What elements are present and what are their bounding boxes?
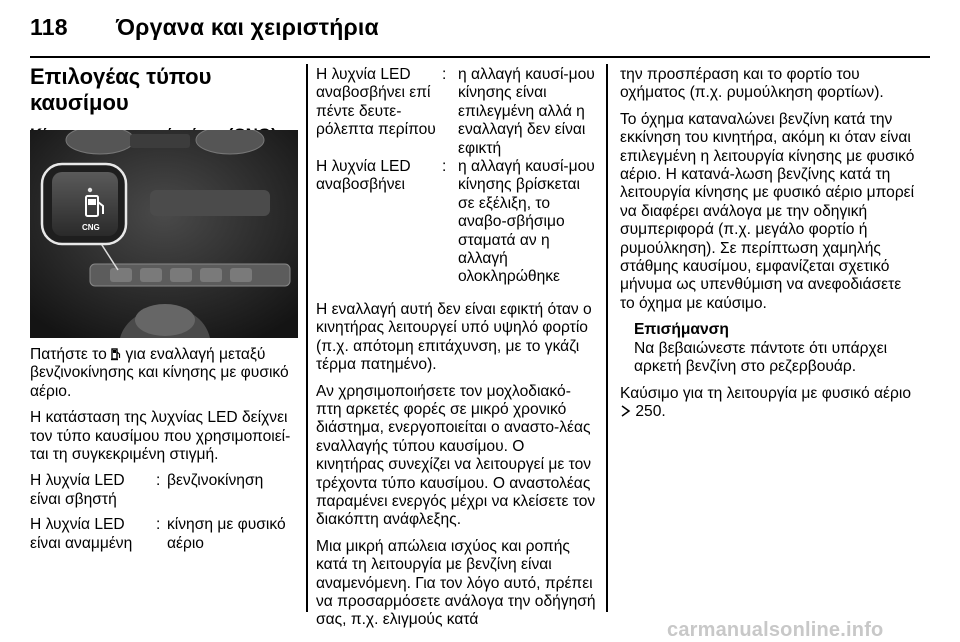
status-sep: : xyxy=(156,516,161,534)
middle-para-2: Αν χρησιμοποιήσετε τον μοχλοδιακό-πτη αρκετές φορές σε μικρό χρονικό διάστημα, ενεργοποιείται ο αναστο-λέας εναλλαγής τύπου καυσίμου. Ο κινητήρας συνεχίζει να λειτουργεί με τον τρέχοντα τύπο καυσίμου. Ο αναστολέας παραμένει ενεργός μέχρι να κλείσετε τον διακόπτη ανάφλεξης. xyxy=(316,382,596,529)
page-number: 118 xyxy=(30,14,68,40)
middle-para-1: Η εναλλαγή αυτή δεν είναι εφικτή όταν ο κινητήρας λειτουργεί υπό υψηλό φορτίο (π.χ. απότομη επιτάχυνση, με το γκάζι τέρμα πατημένο). xyxy=(316,300,592,374)
console-illustration xyxy=(30,130,298,338)
led-status-table-2 xyxy=(316,66,596,287)
page-reference[interactable]: 250. xyxy=(635,402,666,420)
left-para-1 xyxy=(30,346,300,401)
left-para-1-end: για εναλλαγή μεταξύ βενζινοκίνησης και κίνησης με φυσικό αέριο. xyxy=(30,346,289,400)
middle-column xyxy=(316,66,596,638)
section-title: Επιλογέας τύπου καυσίμου xyxy=(30,64,212,115)
watermark: carmanualsonline.info xyxy=(667,619,884,641)
led-status-table-1 xyxy=(30,472,300,553)
status-label: Η λυχνία LED αναβοσβήνει επί πέντε δευτε-ρόλεπτα περίπου xyxy=(316,66,436,139)
status-row xyxy=(316,66,596,158)
status-value: βενζινοκίνηση xyxy=(167,472,264,490)
right-para-1: την προσπέραση και το φορτίο του οχήματος (π.χ. ρυμούλκηση φορτίων). xyxy=(620,66,884,102)
status-row xyxy=(30,472,300,516)
status-sep: : xyxy=(442,66,447,83)
note-text: Να βεβαιώνεστε πάντοτε ότι υπάρχει αρκετή βενζίνη στο ρεζερβουάρ. xyxy=(634,339,888,376)
right-para-3 xyxy=(620,385,920,422)
cng-button-label: CNG xyxy=(82,223,100,232)
right-para-3-start: Καύσιμο για τη λειτουργία με φυσικό αέριο xyxy=(620,384,912,402)
status-label: Η λυχνία LED αναβοσβήνει xyxy=(316,158,411,194)
status-value: κίνηση με φυσικό αέριο xyxy=(167,516,286,552)
note-heading: Επισήμανση xyxy=(634,321,729,339)
status-row xyxy=(316,158,596,287)
status-sep: : xyxy=(156,472,161,490)
middle-para-3: Μια μικρή απώλεια ισχύος και ροπής κατά τη λειτουργία με βενζίνη είναι αναμενόμενη. Για τον λόγο αυτό, πρέπει να προσαρμόσετε ανάλογα την οδήγησή σας, π.χ. ελιγμούς κατά xyxy=(316,537,596,629)
status-label: Η λυχνία LED είναι σβηστή xyxy=(30,472,125,508)
status-row xyxy=(30,516,300,553)
page-reference-arrow-icon xyxy=(620,405,631,417)
page-header xyxy=(30,14,379,41)
status-value: η αλλαγή καυσί-μου κίνησης είναι επιλεγμένη αλλά η εναλλαγή δεν είναι εφικτή xyxy=(458,66,595,157)
status-label: Η λυχνία LED είναι αναμμένη xyxy=(30,516,133,552)
right-column xyxy=(620,66,920,429)
status-sep: : xyxy=(442,158,447,176)
status-value: η αλλαγή καυσί-μου κίνησης βρίσκεται σε εξέλιξη, το αναβο-σβήσιμο σταματά αν η αλλαγή ολοκληρώθηκε xyxy=(458,158,595,286)
column-divider-left xyxy=(306,64,308,612)
right-para-2: Το όχημα καταναλώνει βενζίνη κατά την εκκίνηση του κινητήρα, ακόμη κι όταν είναι επιλεγμένη η λειτουργία κίνησης με φυσικό αέριο. Η κατανά-λωση βενζίνης κατά τη λειτουργία κίνησης με φυσικό αέριο μπορεί να διαφέρει ανάλογα με την οδηγική συμπεριφορά (π.χ. μεγάλο φορτίο ή ρυμούλκηση). Σε περίπτωση χαμηλής στάθμης καυσίμου, εμφανίζεται σχετικό μήνυμα ως υπενθύμιση να ανεφοδιάσετε το όχημα με καύσιμο. xyxy=(620,110,915,312)
left-column-text xyxy=(30,346,300,553)
left-para-1-start: Πατήστε το xyxy=(30,346,107,363)
left-para-2: Η κατάσταση της λυχνίας LED δείχνει τον τύπο καυσίμου που χρησιμοποιεί-ται τη συγκεκριμένη στιγμή. xyxy=(30,409,291,464)
header-rule xyxy=(30,56,930,58)
fuel-selector-photo xyxy=(30,130,298,338)
fuel-pump-icon xyxy=(111,347,121,361)
chapter-title: Όργανα και χειριστήρια xyxy=(116,14,379,40)
column-divider-right xyxy=(606,64,608,612)
